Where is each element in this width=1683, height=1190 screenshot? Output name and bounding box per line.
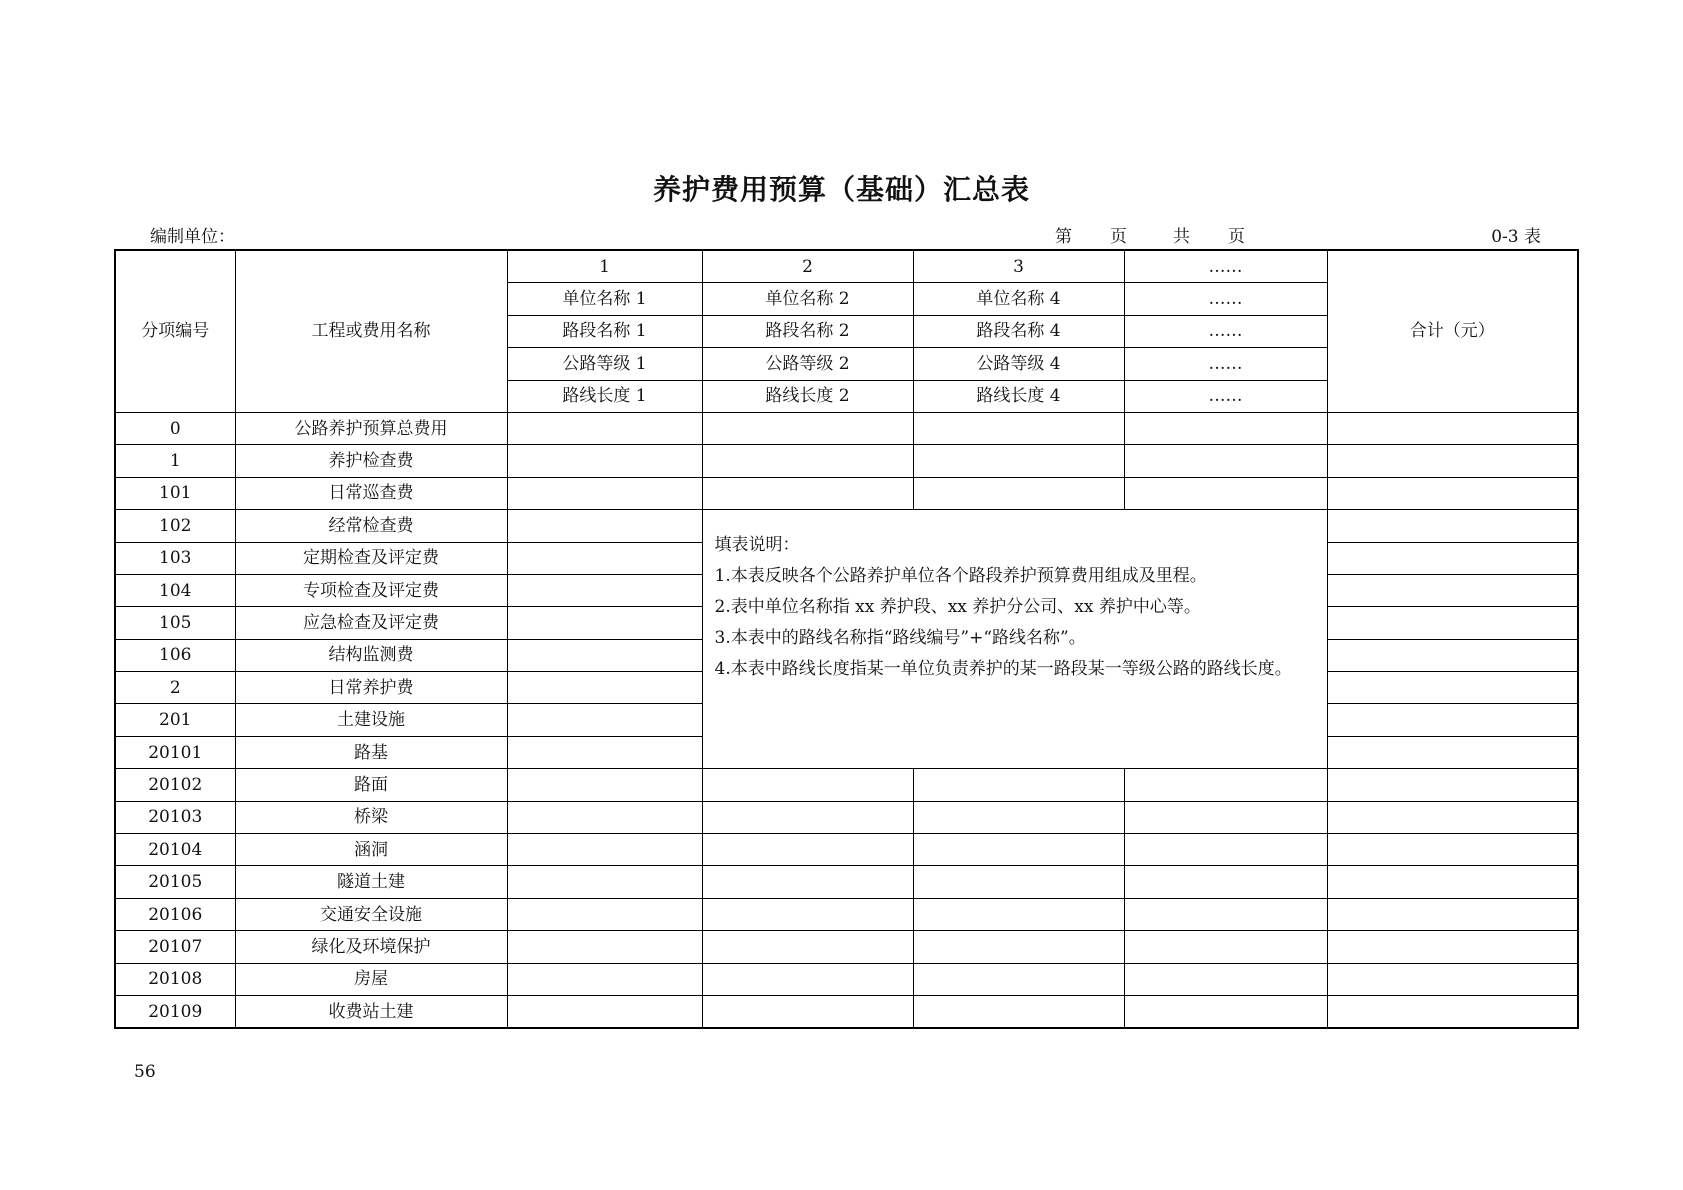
amount-cell[interactable] (702, 834, 913, 866)
item-code: 2 (115, 672, 235, 704)
amount-cell[interactable] (507, 834, 702, 866)
total-cell[interactable] (1327, 963, 1578, 995)
table-row (115, 995, 1578, 1028)
amount-cell[interactable] (702, 769, 913, 801)
item-name: 交通安全设施 (235, 898, 507, 930)
page-label-di: 第 (1055, 227, 1072, 247)
item-code: 102 (115, 510, 235, 542)
amount-cell[interactable] (507, 995, 702, 1028)
amount-cell[interactable] (1124, 898, 1327, 930)
item-code: 20106 (115, 898, 235, 930)
unit-index: …… (1124, 250, 1327, 283)
item-code: 20105 (115, 866, 235, 898)
col-header-name: 工程或费用名称 (235, 250, 507, 412)
item-code: 20108 (115, 963, 235, 995)
amount-cell[interactable] (913, 866, 1124, 898)
page-title: 养护费用预算（基础）汇总表 (652, 173, 1030, 206)
section-name: 路段名称 1 (507, 315, 702, 347)
unit-name: 单位名称 4 (913, 283, 1124, 315)
amount-cell[interactable] (507, 412, 702, 444)
total-cell[interactable] (1327, 445, 1578, 477)
amount-cell[interactable] (913, 412, 1124, 444)
note-item: 1.本表反映各个公路养护单位各个路段养护预算费用组成及里程。 (714, 566, 1207, 587)
amount-cell[interactable] (1124, 963, 1327, 995)
total-cell[interactable] (1327, 672, 1578, 704)
unit-index: 3 (913, 250, 1124, 283)
amount-cell[interactable] (507, 542, 702, 574)
page-label-gong: 共 (1173, 227, 1190, 247)
item-name: 日常养护费 (235, 672, 507, 704)
unit-index: 2 (702, 250, 913, 283)
amount-cell[interactable] (507, 963, 702, 995)
item-code: 20107 (115, 931, 235, 963)
total-cell[interactable] (1327, 704, 1578, 736)
table-row (115, 510, 1578, 542)
item-code: 20109 (115, 995, 235, 1028)
note-item: 4.本表中路线长度指某一单位负责养护的某一路段某一等级公路的路线长度。 (714, 659, 1292, 680)
item-code: 20103 (115, 801, 235, 833)
total-cell[interactable] (1327, 769, 1578, 801)
amount-cell[interactable] (702, 445, 913, 477)
amount-cell[interactable] (702, 801, 913, 833)
item-code: 0 (115, 412, 235, 444)
item-name: 应急检查及评定费 (235, 607, 507, 639)
table-row (115, 931, 1578, 963)
fill-instructions (702, 510, 1327, 769)
total-cell[interactable] (1327, 477, 1578, 509)
table-row (115, 769, 1578, 801)
table-code: 0-3 表 (1491, 227, 1541, 247)
item-name: 公路养护预算总费用 (235, 412, 507, 444)
item-code: 101 (115, 477, 235, 509)
amount-cell[interactable] (507, 574, 702, 606)
amount-cell[interactable] (913, 931, 1124, 963)
amount-cell[interactable] (913, 834, 1124, 866)
section-name: 路段名称 2 (702, 315, 913, 347)
unit-name: …… (1124, 283, 1327, 315)
item-code: 104 (115, 574, 235, 606)
amount-cell[interactable] (1124, 995, 1327, 1028)
route-length: 路线长度 1 (507, 380, 702, 412)
item-name: 土建设施 (235, 704, 507, 736)
item-code: 1 (115, 445, 235, 477)
amount-cell[interactable] (1124, 931, 1327, 963)
page-label-ye-total: 页 (1228, 227, 1245, 247)
section-name: 路段名称 4 (913, 315, 1124, 347)
total-cell[interactable] (1327, 898, 1578, 930)
table-row (115, 963, 1578, 995)
amount-cell[interactable] (702, 931, 913, 963)
amount-cell[interactable] (507, 931, 702, 963)
amount-cell[interactable] (1124, 445, 1327, 477)
unit-index: 1 (507, 250, 702, 283)
section-name: …… (1124, 315, 1327, 347)
item-name: 隧道土建 (235, 866, 507, 898)
item-name: 经常检查费 (235, 510, 507, 542)
item-name: 专项检查及评定费 (235, 574, 507, 606)
item-name: 养护检查费 (235, 445, 507, 477)
amount-cell[interactable] (702, 995, 913, 1028)
total-cell[interactable] (1327, 931, 1578, 963)
total-cell[interactable] (1327, 412, 1578, 444)
table-row (115, 834, 1578, 866)
amount-cell[interactable] (913, 898, 1124, 930)
total-cell[interactable] (1327, 736, 1578, 768)
total-cell[interactable] (1327, 607, 1578, 639)
amount-cell[interactable] (507, 801, 702, 833)
amount-cell[interactable] (507, 445, 702, 477)
total-cell[interactable] (1327, 866, 1578, 898)
amount-cell[interactable] (507, 639, 702, 671)
item-name: 收费站土建 (235, 995, 507, 1028)
table-row (115, 801, 1578, 833)
amount-cell[interactable] (507, 704, 702, 736)
item-name: 桥梁 (235, 801, 507, 833)
item-name: 路面 (235, 769, 507, 801)
total-cell[interactable] (1327, 574, 1578, 606)
unit-name: 单位名称 1 (507, 283, 702, 315)
total-cell[interactable] (1327, 834, 1578, 866)
total-cell[interactable] (1327, 995, 1578, 1028)
amount-cell[interactable] (1124, 412, 1327, 444)
amount-cell[interactable] (913, 963, 1124, 995)
route-length: …… (1124, 380, 1327, 412)
amount-cell[interactable] (507, 736, 702, 768)
col-header-code: 分项编号 (115, 250, 235, 412)
amount-cell[interactable] (702, 866, 913, 898)
amount-cell[interactable] (507, 477, 702, 509)
amount-cell[interactable] (1124, 866, 1327, 898)
table-row (115, 866, 1578, 898)
item-code: 103 (115, 542, 235, 574)
route-length: 路线长度 4 (913, 380, 1124, 412)
amount-cell[interactable] (1124, 477, 1327, 509)
table-row (115, 477, 1578, 509)
item-code: 20101 (115, 736, 235, 768)
col-header-total: 合计（元） (1327, 250, 1578, 412)
item-code: 105 (115, 607, 235, 639)
compiler-label: 编制单位： (150, 227, 235, 247)
total-cell[interactable] (1327, 542, 1578, 574)
item-code: 201 (115, 704, 235, 736)
amount-cell[interactable] (507, 769, 702, 801)
total-cell[interactable] (1327, 510, 1578, 542)
amount-cell[interactable] (913, 801, 1124, 833)
budget-summary-table (114, 249, 1579, 1029)
item-name: 涵洞 (235, 834, 507, 866)
item-code: 106 (115, 639, 235, 671)
amount-cell[interactable] (913, 445, 1124, 477)
item-name: 定期检查及评定费 (235, 542, 507, 574)
amount-cell[interactable] (507, 607, 702, 639)
amount-cell[interactable] (702, 412, 913, 444)
amount-cell[interactable] (1124, 769, 1327, 801)
road-grade: 公路等级 1 (507, 348, 702, 380)
amount-cell[interactable] (507, 672, 702, 704)
table-row (115, 412, 1578, 444)
amount-cell[interactable] (913, 769, 1124, 801)
item-code: 20104 (115, 834, 235, 866)
item-name: 房屋 (235, 963, 507, 995)
item-code: 20102 (115, 769, 235, 801)
total-cell[interactable] (1327, 639, 1578, 671)
total-cell[interactable] (1327, 801, 1578, 833)
amount-cell[interactable] (507, 510, 702, 542)
table-row (115, 445, 1578, 477)
table-row (115, 898, 1578, 930)
unit-name: 单位名称 2 (702, 283, 913, 315)
note-item: 3.本表中的路线名称指“路线编号”+“路线名称”。 (714, 628, 1086, 649)
item-name: 绿化及环境保护 (235, 931, 507, 963)
header-row-index (115, 250, 1578, 283)
amount-cell[interactable] (702, 898, 913, 930)
amount-cell[interactable] (1124, 834, 1327, 866)
item-name: 日常巡查费 (235, 477, 507, 509)
amount-cell[interactable] (1124, 801, 1327, 833)
item-name: 结构监测费 (235, 639, 507, 671)
page-counter (1055, 222, 1245, 247)
item-name: 路基 (235, 736, 507, 768)
amount-cell[interactable] (702, 963, 913, 995)
notes-heading: 填表说明： (714, 535, 800, 556)
page-label-ye: 页 (1110, 227, 1127, 247)
amount-cell[interactable] (913, 477, 1124, 509)
amount-cell[interactable] (913, 995, 1124, 1028)
route-length: 路线长度 2 (702, 380, 913, 412)
page-number: 56 (134, 1062, 156, 1082)
amount-cell[interactable] (507, 866, 702, 898)
note-item: 2.表中单位名称指 xx 养护段、xx 养护分公司、xx 养护中心等。 (714, 597, 1201, 618)
road-grade: 公路等级 4 (913, 348, 1124, 380)
road-grade: …… (1124, 348, 1327, 380)
amount-cell[interactable] (702, 477, 913, 509)
road-grade: 公路等级 2 (702, 348, 913, 380)
amount-cell[interactable] (507, 898, 702, 930)
